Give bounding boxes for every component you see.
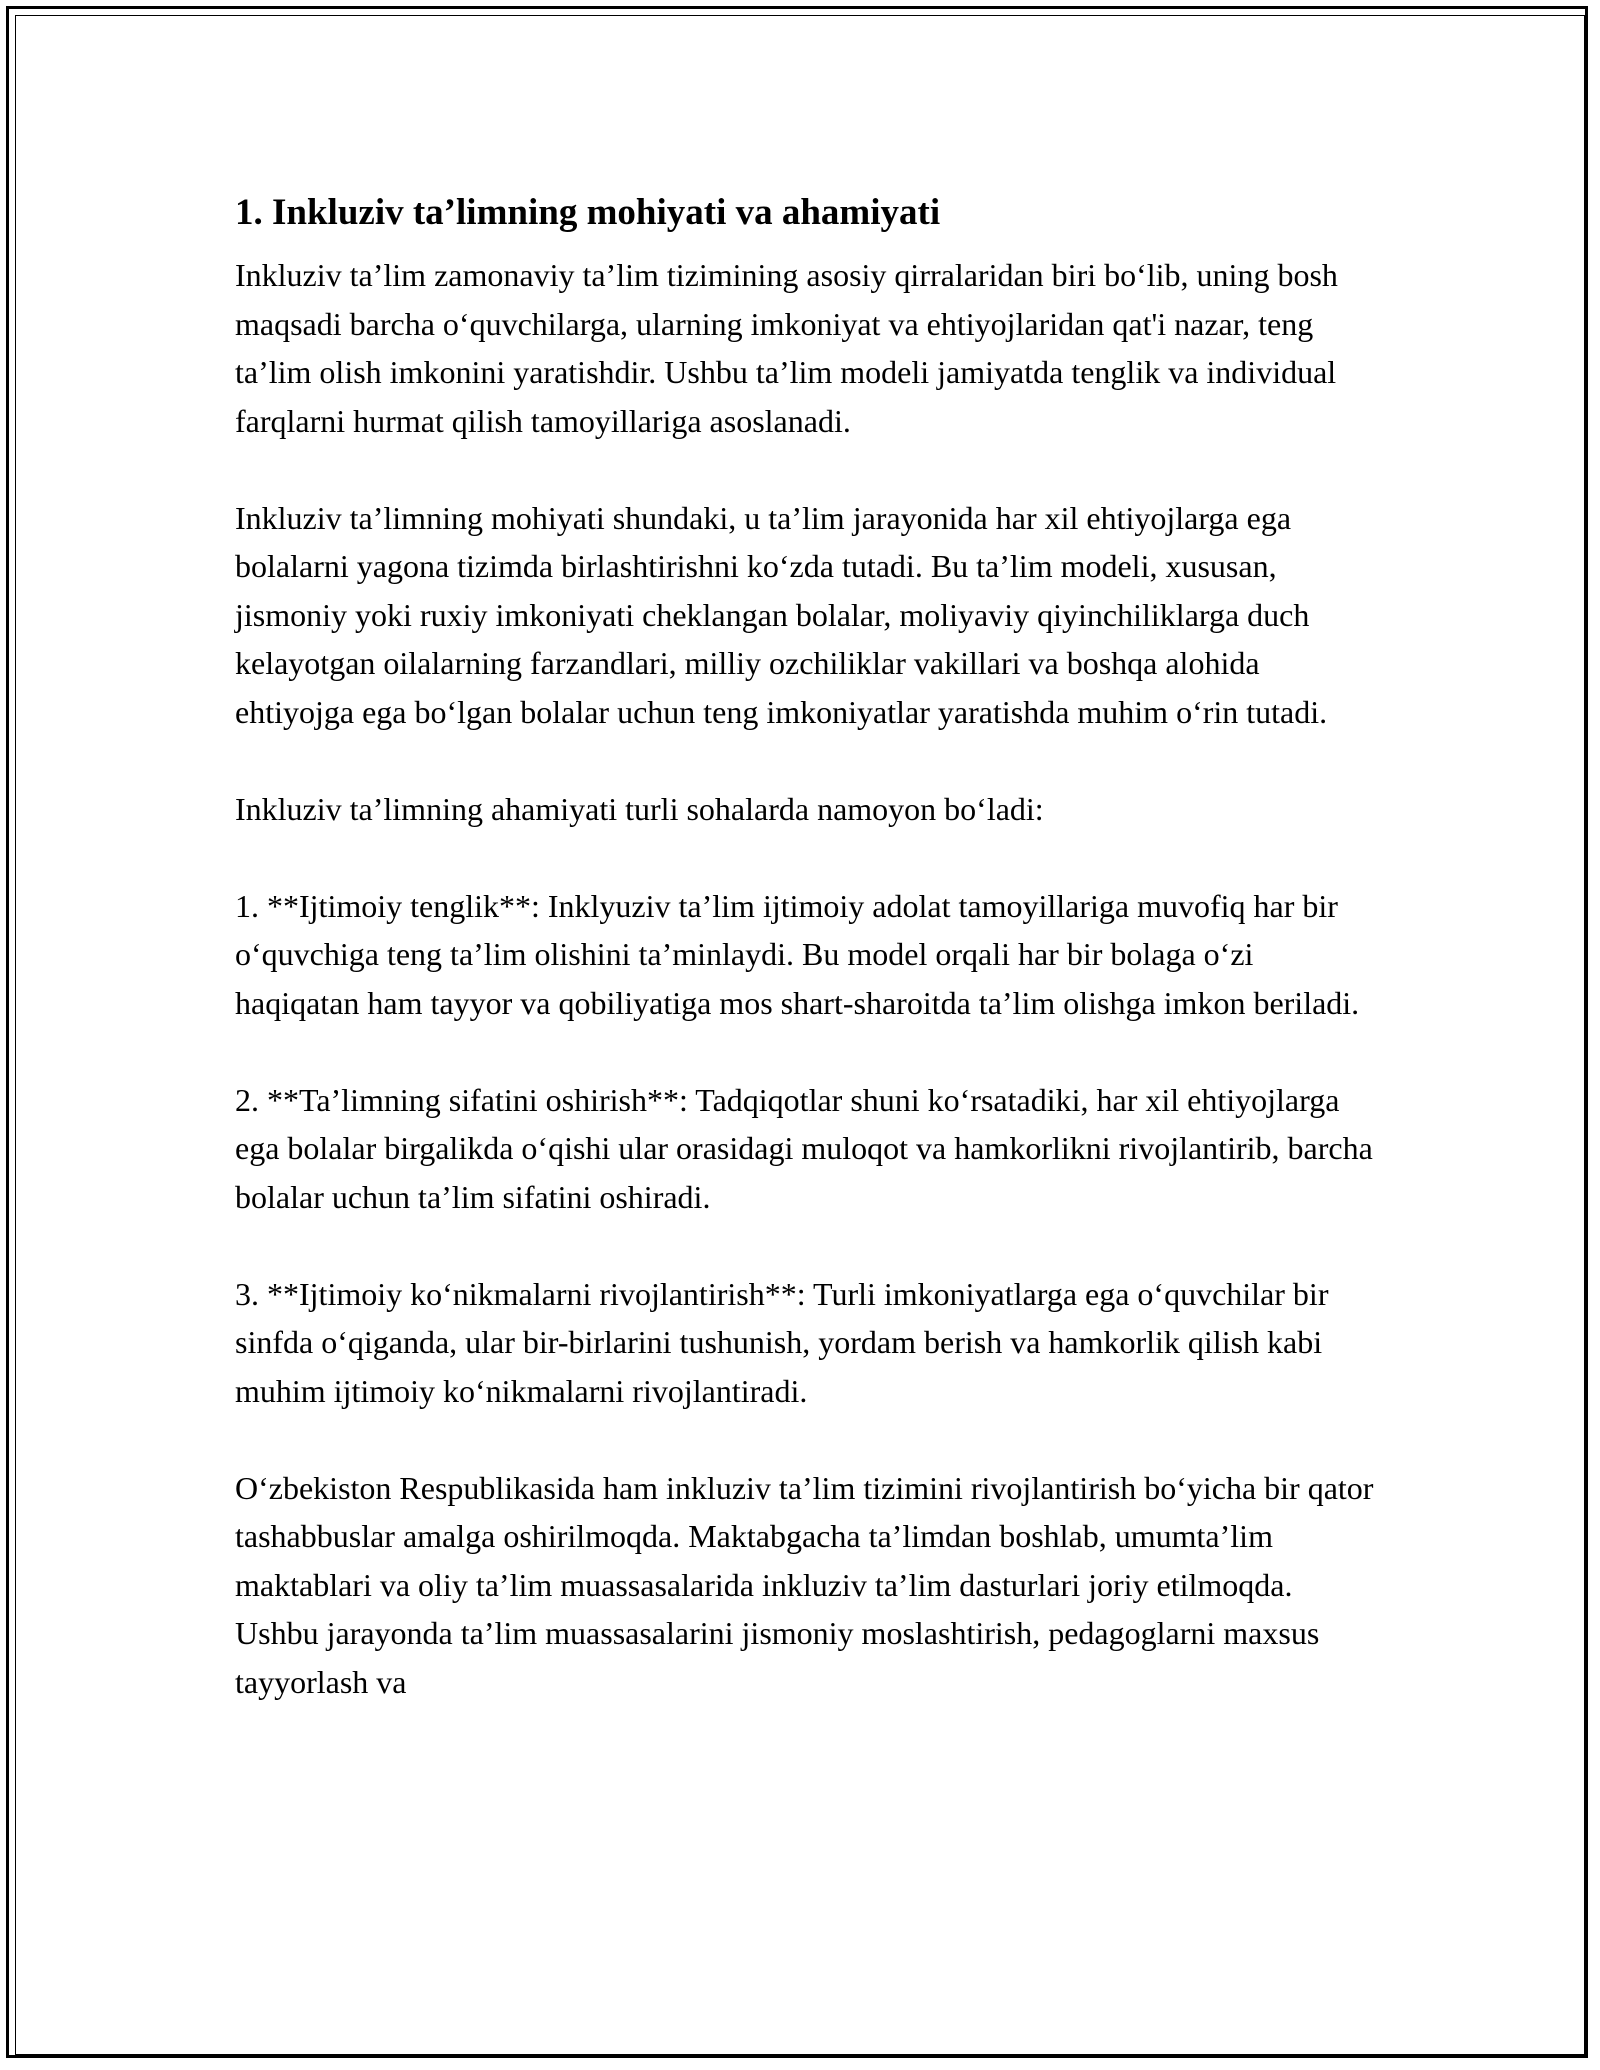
document-body [235, 185, 1380, 1706]
list-item-social-skills: 3. **Ijtimoiy ko‘nikmalarni rivojlantirish**: Turli imkoniyatlarga ega o‘quvchilar bir sinfda o‘qiganda, ular bir-birlarini tushunish, yordam berish va hamkorlik qilish kabi muhim ijtimoiy ko‘nikmalarni rivojlantiradi. [235, 1275, 1329, 1409]
paragraph-intro: Inkluziv ta’lim zamonaviy ta’lim tizimining asosiy qirralaridan biri bo‘lib, uning bosh maqsadi barcha o‘quvchilarga, ularning imkoniyat va ehtiyojlaridan qat'i nazar, teng ta’lim olish imkonini yaratishdir. Ushbu ta’lim modeli jamiyatda tenglik va individual farqlarni hurmat qilish tamoyillariga asoslanadi. [235, 257, 1338, 439]
section-heading: 1. Inkluziv ta’limning mohiyati va ahamiyati [235, 192, 941, 233]
paragraph-importance-intro: Inkluziv ta’limning ahamiyati turli sohalarda namoyon bo‘ladi: [235, 790, 1044, 827]
paragraph-essence: Inkluziv ta’limning mohiyati shundaki, u ta’lim jarayonida har xil ehtiyojlarga ega bolalarni yagona tizimda birlashtirishni ko‘zda tutadi. Bu ta’lim modeli, xususan, jismoniy yoki ruxiy imkoniyati cheklangan bolalar, moliyaviy qiyinchiliklarga duch kelayotgan oilalarning farzandlari, milliy ozchiliklar vakillari va boshqa alohida ehtiyojga ega bo‘lgan bolalar uchun teng imkoniyatlar yaratishda muhim o‘rin tutadi. [235, 499, 1328, 730]
paragraph-uzbekistan: O‘zbekiston Respublikasida ham inkluziv ta’lim tizimini rivojlantirish bo‘yicha bir qator tashabbuslar amalga oshirilmoqda. Maktabgacha ta’limdan boshlab, umumta’lim maktablari va oliy ta’lim muassasalarida inkluziv ta’lim dasturlari joriy etilmoqda. Ushbu jarayonda ta’lim muassasalarini jismoniy moslashtirish, pedagoglarni maxsus tayyorlash va [235, 1469, 1374, 1700]
list-item-quality: 2. **Ta’limning sifatini oshirish**: Tadqiqotlar shuni ko‘rsatadiki, har xil ehtiyojlarga ega bolalar birgalikda o‘qishi ular orasidagi muloqot va hamkorlikni rivojlantirib, barcha bolalar uchun ta’lim sifatini oshiradi. [235, 1081, 1373, 1215]
list-item-social-equality: 1. **Ijtimoiy tenglik**: Inklyuziv ta’lim ijtimoiy adolat tamoyillariga muvofiq har bir o‘quvchiga teng ta’lim olishini ta’minlaydi. Bu model orqali har bir bolaga o‘zi haqiqatan ham tayyor va qobiliyatiga mos shart-sharoitda ta’lim olishga imkon beriladi. [235, 887, 1360, 1021]
